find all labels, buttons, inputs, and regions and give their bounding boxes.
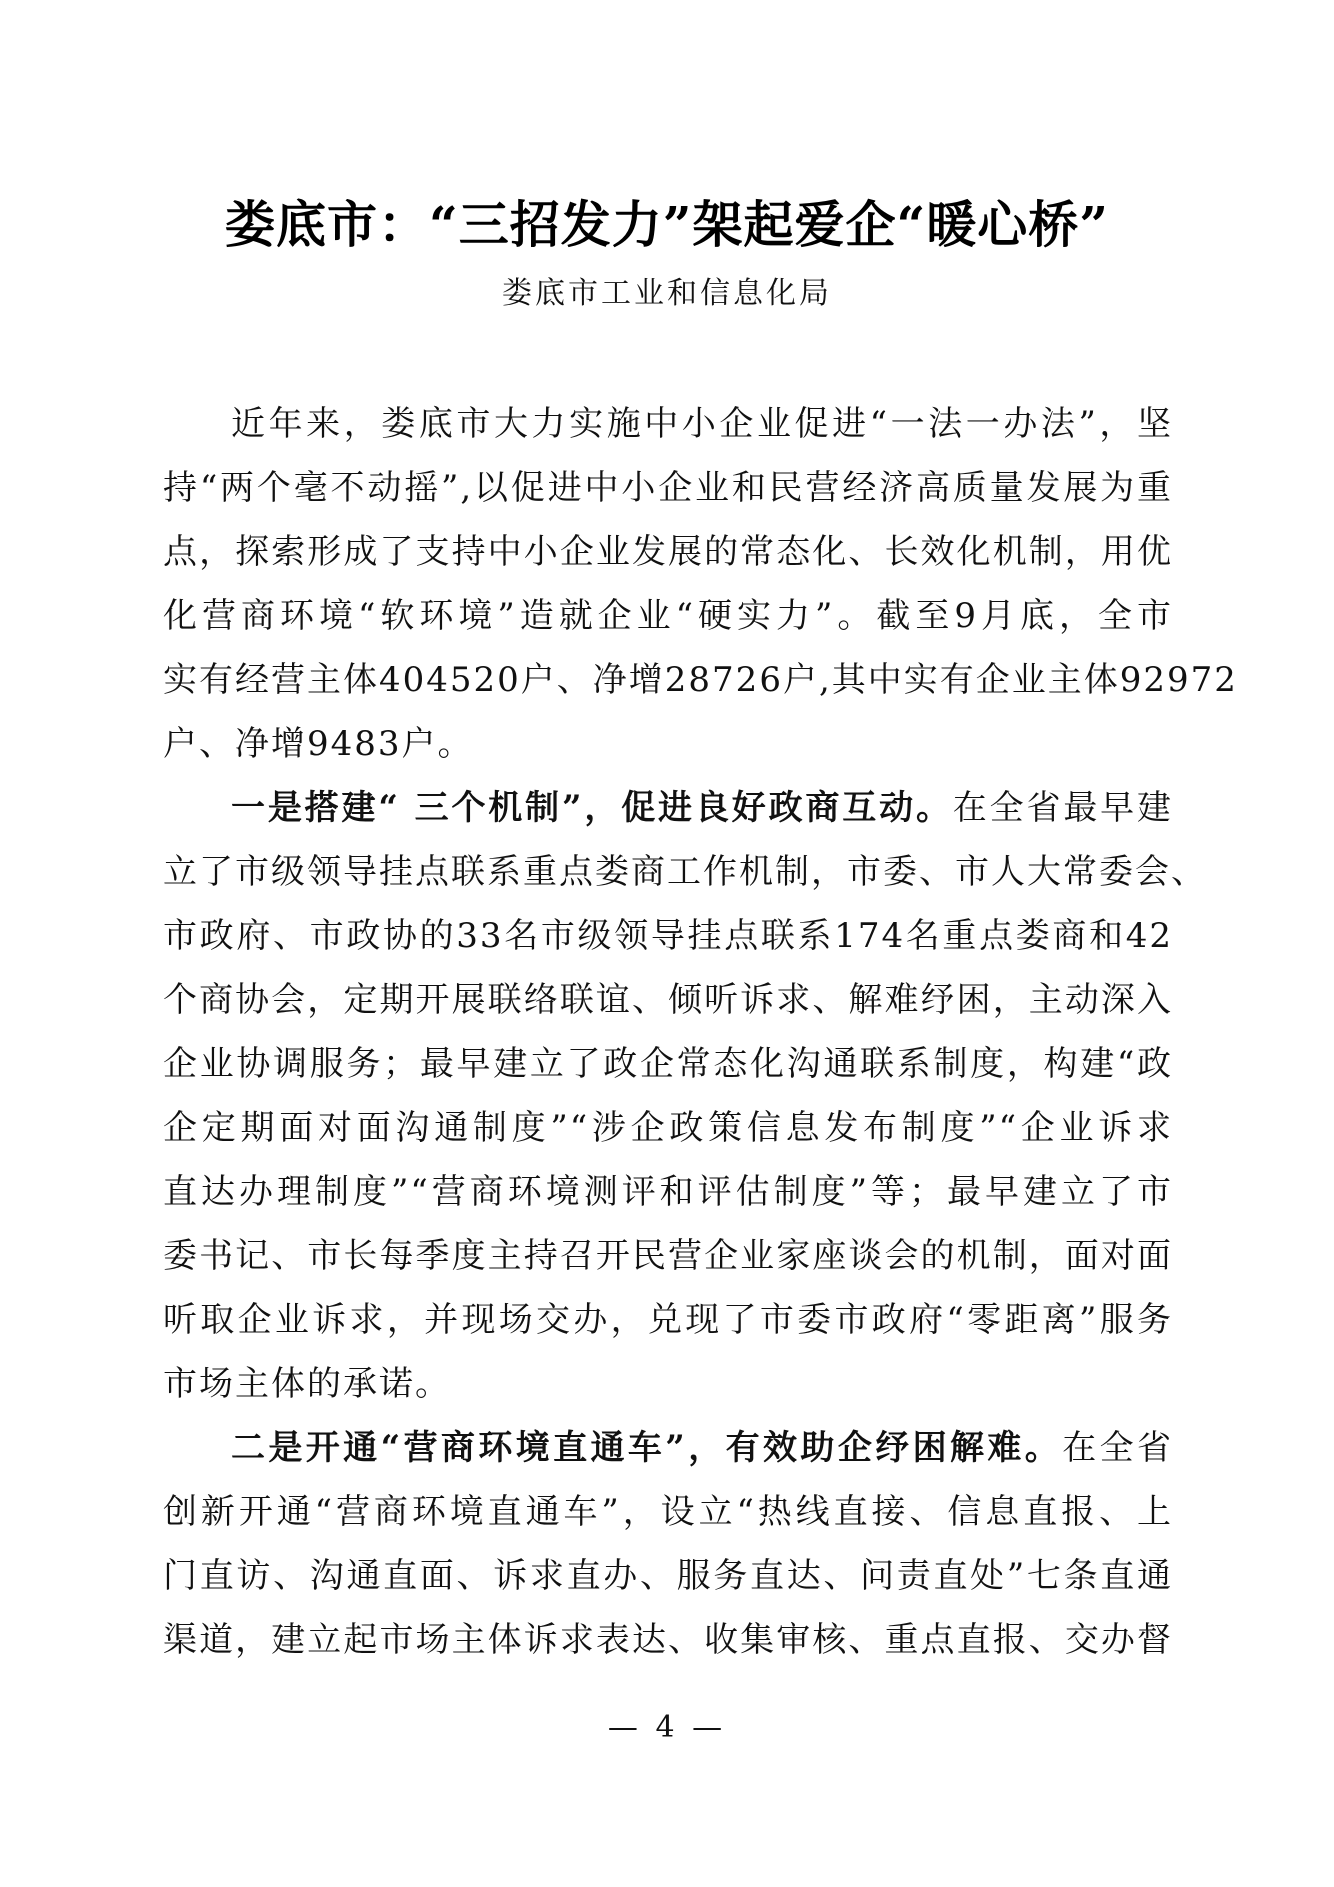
- document-title: 娄底市：“三招发力”架起爱企“暖心桥”: [224, 195, 1110, 254]
- body-line: 市政府、市政协的33名市级领导挂点联系174名重点娄商和42: [163, 916, 1173, 956]
- body-line: 立了市级领导挂点联系重点娄商工作机制，市委、市人大常委会、: [163, 852, 1207, 892]
- document-body: [163, 392, 1238, 1672]
- body-line: 直达办理制度”“营商环境测评和评估制度”等；最早建立了市: [163, 1172, 1173, 1212]
- paragraph-2: [163, 776, 1207, 1416]
- body-line: 点，探索形成了支持中小企业发展的常态化、长效化机制，用优: [163, 532, 1173, 572]
- body-line: 渠道，建立起市场主体诉求表达、收集审核、重点直报、交办督: [163, 1620, 1173, 1660]
- paragraph-3: [163, 1416, 1173, 1672]
- body-line-rest: 在全省: [1062, 1428, 1173, 1468]
- body-line: 持“两个毫不动摇”,以促进中小企业和民营经济高质量发展为重: [163, 468, 1173, 508]
- body-line: [163, 776, 1173, 840]
- document-author: 娄底市工业和信息化局: [502, 276, 832, 311]
- body-line: 个商协会，定期开展联络联谊、倾听诉求、解难纾困，主动深入: [163, 980, 1173, 1020]
- paragraph-lead-heading: 一是搭建“ 三个机制”，促进良好政商互动。: [231, 788, 953, 828]
- body-line: 创新开通“营商环境直通车”，设立“热线直接、信息直报、上: [163, 1492, 1173, 1532]
- paragraph-lead-heading: 二是开通“营商环境直通车”，有效助企纾困解难。: [231, 1428, 1063, 1468]
- page-number: — 4 —: [607, 1710, 727, 1745]
- body-line: 门直访、沟通直面、诉求直办、服务直达、问责直处”七条直通: [163, 1556, 1173, 1596]
- body-line: 企定期面对面沟通制度”“涉企政策信息发布制度”“企业诉求: [163, 1108, 1173, 1148]
- paragraph-1: [163, 392, 1238, 776]
- body-line: 户、净增9483户。: [163, 724, 474, 764]
- body-line: 听取企业诉求，并现场交办，兑现了市委市政府“零距离”服务: [163, 1300, 1173, 1340]
- body-line: 企业协调服务；最早建立了政企常态化沟通联系制度，构建“政: [163, 1044, 1173, 1084]
- body-line-rest: 在全省最早建: [952, 788, 1174, 828]
- body-line: 委书记、市长每季度主持召开民营企业家座谈会的机制，面对面: [163, 1236, 1173, 1276]
- body-line: 实有经营主体404520户、净增28726户,其中实有企业主体92972: [163, 660, 1238, 700]
- body-line: 近年来，娄底市大力实施中小企业促进“一法一办法”，坚: [231, 404, 1173, 444]
- body-line: 化营商环境“软环境”造就企业“硬实力”。截至9月底，全市: [163, 596, 1173, 636]
- body-line: 市场主体的承诺。: [163, 1364, 451, 1404]
- body-line: [163, 1416, 1173, 1480]
